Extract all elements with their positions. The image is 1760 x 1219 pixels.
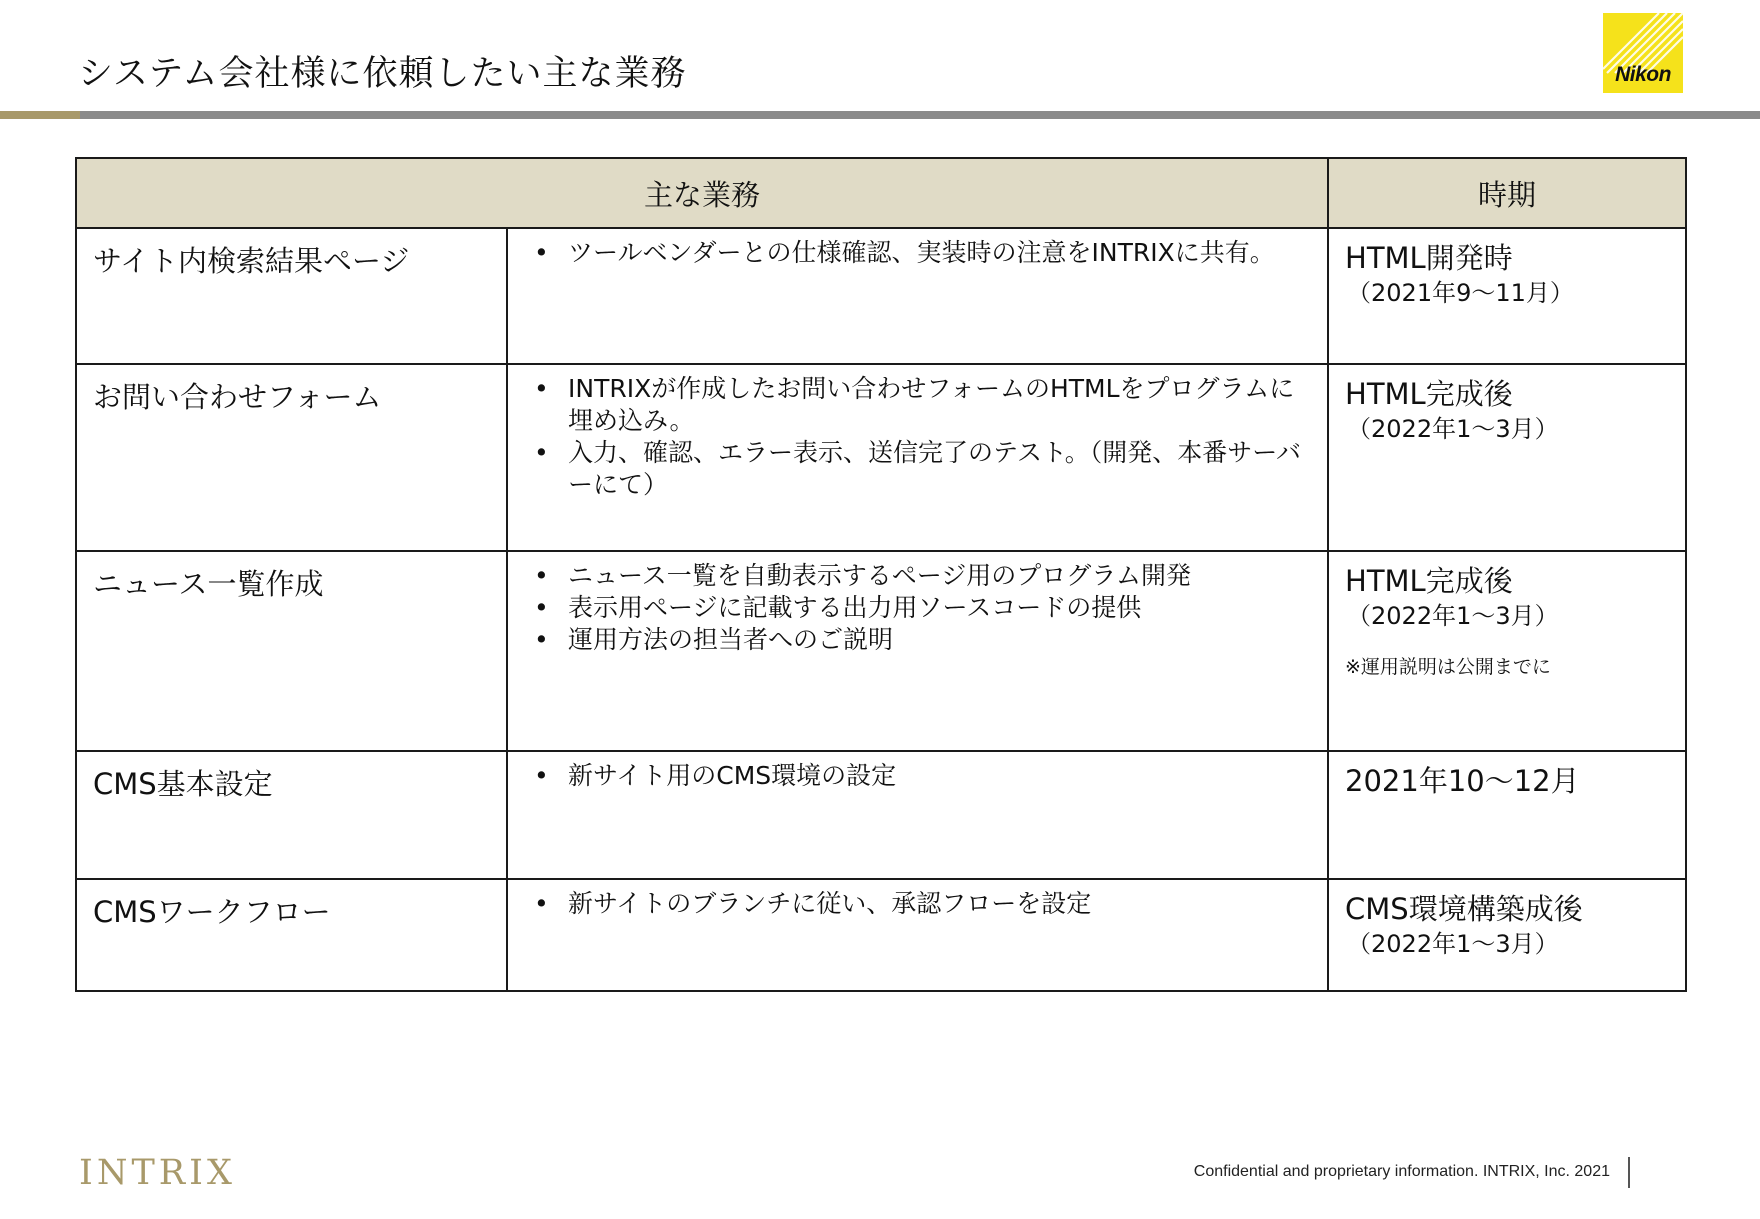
list-item: • 入力、確認、エラー表示、送信完了のテスト。（開発、本番サーバーにて） [522,437,1307,501]
list-item: • 表示用ページに記載する出力用ソースコードの提供 [522,592,1307,624]
table-row [76,751,1686,879]
task-timing [1328,551,1686,751]
timing-sub: （2022年1～3月） [1347,602,1559,630]
task-name: お問い合わせフォーム [76,364,507,551]
header-task: 主な業務 [76,158,1328,228]
footer-divider [1628,1157,1630,1188]
task-timing [1328,879,1686,991]
header-rule [80,111,1760,119]
tasks-table [75,157,1687,992]
task-description [507,879,1328,991]
nikon-logo [1603,13,1683,93]
timing-main: CMS環境構築成後 [1345,892,1583,926]
intrix-logo: INTRIX [79,1153,236,1193]
timing-sub: （2022年1～3月） [1347,415,1559,443]
task-timing [1328,364,1686,551]
list-item: • INTRIXが作成したお問い合わせフォームのHTMLをプログラムに埋め込み。 [522,373,1307,437]
list-item: • ツールベンダーとの仕様確認、実装時の注意をINTRIXに共有。 [522,237,1307,269]
table-row [76,228,1686,364]
task-name: ニュース一覧作成 [76,551,507,751]
confidential-notice: Confidential and proprietary information. INTRIX, Inc. 2021 [1193,1163,1610,1180]
task-timing [1328,751,1686,879]
logo-text: Nikon [1615,63,1671,86]
table-header-row [76,158,1686,228]
timing-sub: （2022年1～3月） [1347,930,1559,958]
table-row [76,879,1686,991]
task-name: CMSワークフロー [76,879,507,991]
task-description [507,228,1328,364]
task-description [507,364,1328,551]
task-description [507,751,1328,879]
timing-main: HTML完成後 [1345,377,1513,411]
task-description [507,551,1328,751]
task-timing [1328,228,1686,364]
header-rule-accent [0,111,80,119]
timing-note: ※運用説明は公開までに [1345,656,1551,678]
header-timing: 時期 [1328,158,1686,228]
timing-main: HTML完成後 [1345,564,1513,598]
timing-sub: （2021年9～11月） [1347,279,1574,307]
list-item: • 運用方法の担当者へのご説明 [522,624,1307,656]
task-name: CMS基本設定 [76,751,507,879]
timing-main: 2021年10～12月 [1345,764,1580,798]
timing-main: HTML開発時 [1345,241,1513,275]
page-title: システム会社様に依頼したい主な業務 [78,54,687,94]
task-name: サイト内検索結果ページ [76,228,507,364]
list-item: • 新サイトのブランチに従い、承認フローを設定 [522,888,1307,920]
table-row [76,551,1686,751]
list-item: • 新サイト用のCMS環境の設定 [522,760,1307,792]
list-item: • ニュース一覧を自動表示するページ用のプログラム開発 [522,560,1307,592]
table-row [76,364,1686,551]
